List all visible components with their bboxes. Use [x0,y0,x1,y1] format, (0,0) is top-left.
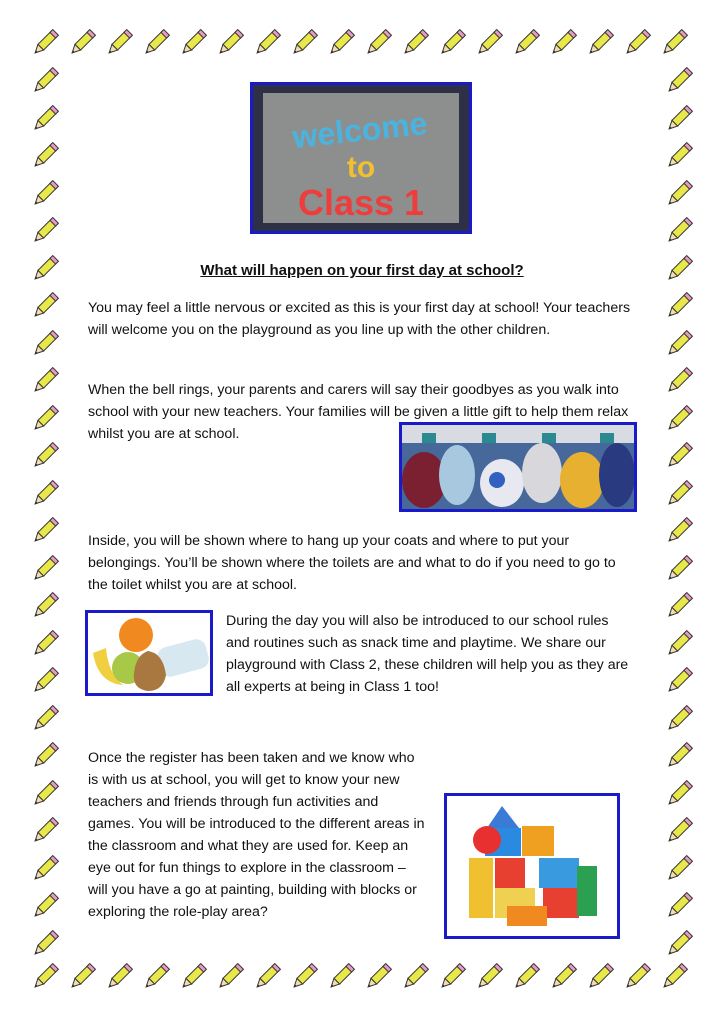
pencil-icon [30,554,60,584]
pencil-icon [289,962,319,992]
pencil-icon [664,441,694,471]
pencil-icon [664,291,694,321]
pencil-icon [30,891,60,921]
pencil-icon [141,962,171,992]
pencil-icon [474,962,504,992]
pencil-icon [664,891,694,921]
pencil-icon [664,404,694,434]
pencil-icon [289,28,319,58]
paragraph-bell: When the bell rings, your parents and carers will say their goodbyes as you walk into school with your new teachers. Your families will be given a little gift to help them relax whilst you are at school. [88,382,629,442]
pencil-icon [664,104,694,134]
paragraph-register-text: Once the register has been taken and we know who is with us at school, you will get to know your new teachers and friends through fun activities and games. You will be introduced to the different areas in the classroom and what they are used for. Keep an eye out for fun things to explore in the classroom – will you have a go at painting, building with blocks or exploring the role-play area? [88,750,425,920]
pencil-icon [104,962,134,992]
pencil-icon [664,179,694,209]
pencil-icon [664,479,694,509]
pencil-icon [326,962,356,992]
class-word: Class 1 [297,182,425,223]
blocks-photo [444,793,620,939]
fruit-photo [85,610,213,696]
pencil-icon [252,962,282,992]
pencil-icon [664,929,694,959]
pencil-icon [252,28,282,58]
pencil-icon [30,779,60,809]
welcome-word: welcome [290,105,429,156]
pencil-icon [400,28,430,58]
pencil-icon [30,591,60,621]
pencil-icon [30,141,60,171]
pencil-icon [30,329,60,359]
pencil-icon [30,441,60,471]
pencil-icon [511,28,541,58]
pencil-icon [664,554,694,584]
pencil-icon [664,329,694,359]
pencil-icon [30,104,60,134]
pencil-icon [664,741,694,771]
pencil-icon [30,366,60,396]
pencil-icon [141,28,171,58]
paragraph-day: During the day you will also be introduced to our school rules and routines such as snack time and playtime. We share our playground with Class 2, these children will help you as they are all experts at being in Class 1 too! [226,613,629,695]
pencil-icon [437,28,467,58]
pencil-icon [664,629,694,659]
pencil-icon [437,962,467,992]
pencil-icon [30,291,60,321]
welcome-sign-photo [250,82,472,234]
pencil-icon [585,28,615,58]
pencil-icon [30,816,60,846]
pencil-icon [30,629,60,659]
pencil-icon [30,404,60,434]
pencil-icon [664,366,694,396]
pencil-icon [511,962,541,992]
pencil-icon [178,962,208,992]
pencil-icon [664,704,694,734]
paragraph-intro: You may feel a little nervous or excited as this is your first day at school! Your teachers will welcome you on the playground as you line up with the other children. [88,300,631,338]
pencil-icon [363,28,393,58]
pencil-icon [30,741,60,771]
pencil-icon [30,179,60,209]
pencil-icon [30,666,60,696]
pencil-icon [363,962,393,992]
pencil-icon [664,516,694,546]
paragraph-inside: Inside, you will be shown where to hang up your coats and where to put your belongings. You’ll be shown where the toilets are and what to do if you need to go to the toilet whilst you are at school. [88,533,616,593]
pencil-icon [67,962,97,992]
pencil-icon [30,216,60,246]
pencil-icon [664,66,694,96]
pencil-icon [548,28,578,58]
pencil-icon [215,28,245,58]
pencil-icon [659,962,689,992]
pencil-icon [664,816,694,846]
pencil-icon [400,962,430,992]
pencil-icon [664,141,694,171]
pencil-icon [474,28,504,58]
pencil-icon [215,962,245,992]
pencil-icon [30,929,60,959]
welcome-sign-graphic [253,85,469,231]
pencil-icon [30,516,60,546]
pencil-icon [67,28,97,58]
coats-photo [399,422,637,512]
pencil-icon [664,854,694,884]
pencil-icon [664,216,694,246]
pencil-icon [326,28,356,58]
pencil-icon [30,66,60,96]
pencil-icon [30,704,60,734]
pencil-icon [622,28,652,58]
pencil-icon [30,962,60,992]
to-word: to [346,151,376,184]
pencil-icon [30,479,60,509]
pencil-icon [30,28,60,58]
pencil-icon [664,779,694,809]
pencil-icon [104,28,134,58]
pencil-icon [622,962,652,992]
pencil-icon [664,591,694,621]
pencil-icon [178,28,208,58]
pencil-icon [548,962,578,992]
page-heading: What will happen on your first day at school? [200,262,524,279]
pencil-icon [664,666,694,696]
pencil-icon [585,962,615,992]
pencil-icon [659,28,689,58]
pencil-icon [30,854,60,884]
